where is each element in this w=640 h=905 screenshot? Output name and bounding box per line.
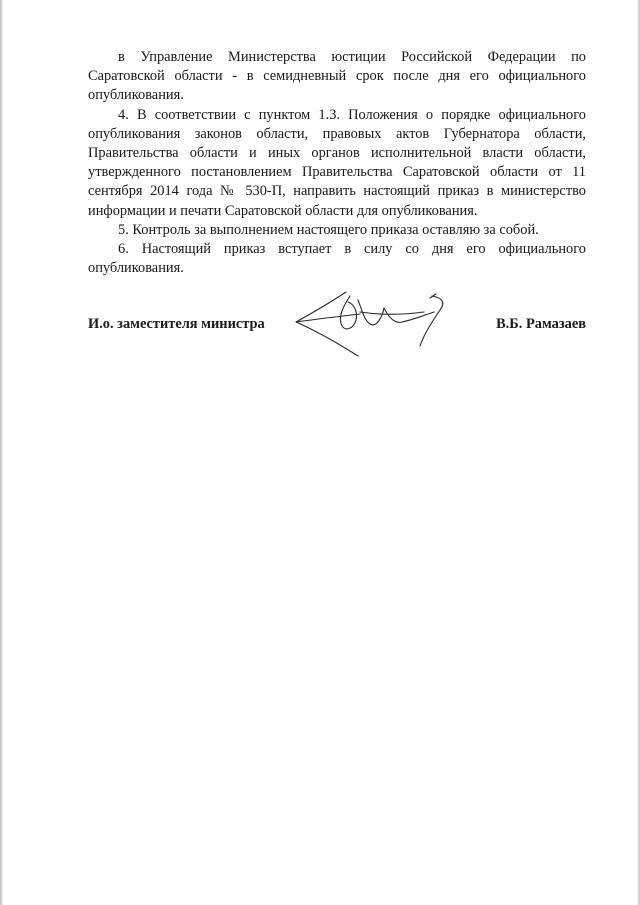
signatory-name: В.Б. Рамазаев	[496, 316, 586, 332]
paragraph-item-6: 6. Настоящий приказ вступает в силу со дня его официального опубликования.	[88, 241, 586, 277]
paragraph-item-5: 5. Контроль за выполнением настоящего приказа оставляю за собой.	[118, 221, 539, 238]
paragraph-continuation: в Управление Министерства юстиции Российской Федерации по Саратовской области - в семидневный срок после дня его официального опубликования.	[88, 49, 586, 104]
signature-block	[88, 312, 586, 334]
document-body	[88, 48, 586, 278]
scan-edge-left	[0, 0, 3, 905]
paragraph-item-4: 4. В соответствии с пунктом 1.3. Положения о порядке официального опубликования законов области, правовых актов Губернатора области, Правительства области и иных органов исполнительной власти области, утвержденного постановлением Правительства Саратовской области от 11 сентября 2014 года № 530-П, направить настоящий приказ в министерство информации и печати Саратовской области для опубликования.	[88, 106, 586, 219]
signatory-title: И.о. заместителя министра	[88, 316, 265, 332]
